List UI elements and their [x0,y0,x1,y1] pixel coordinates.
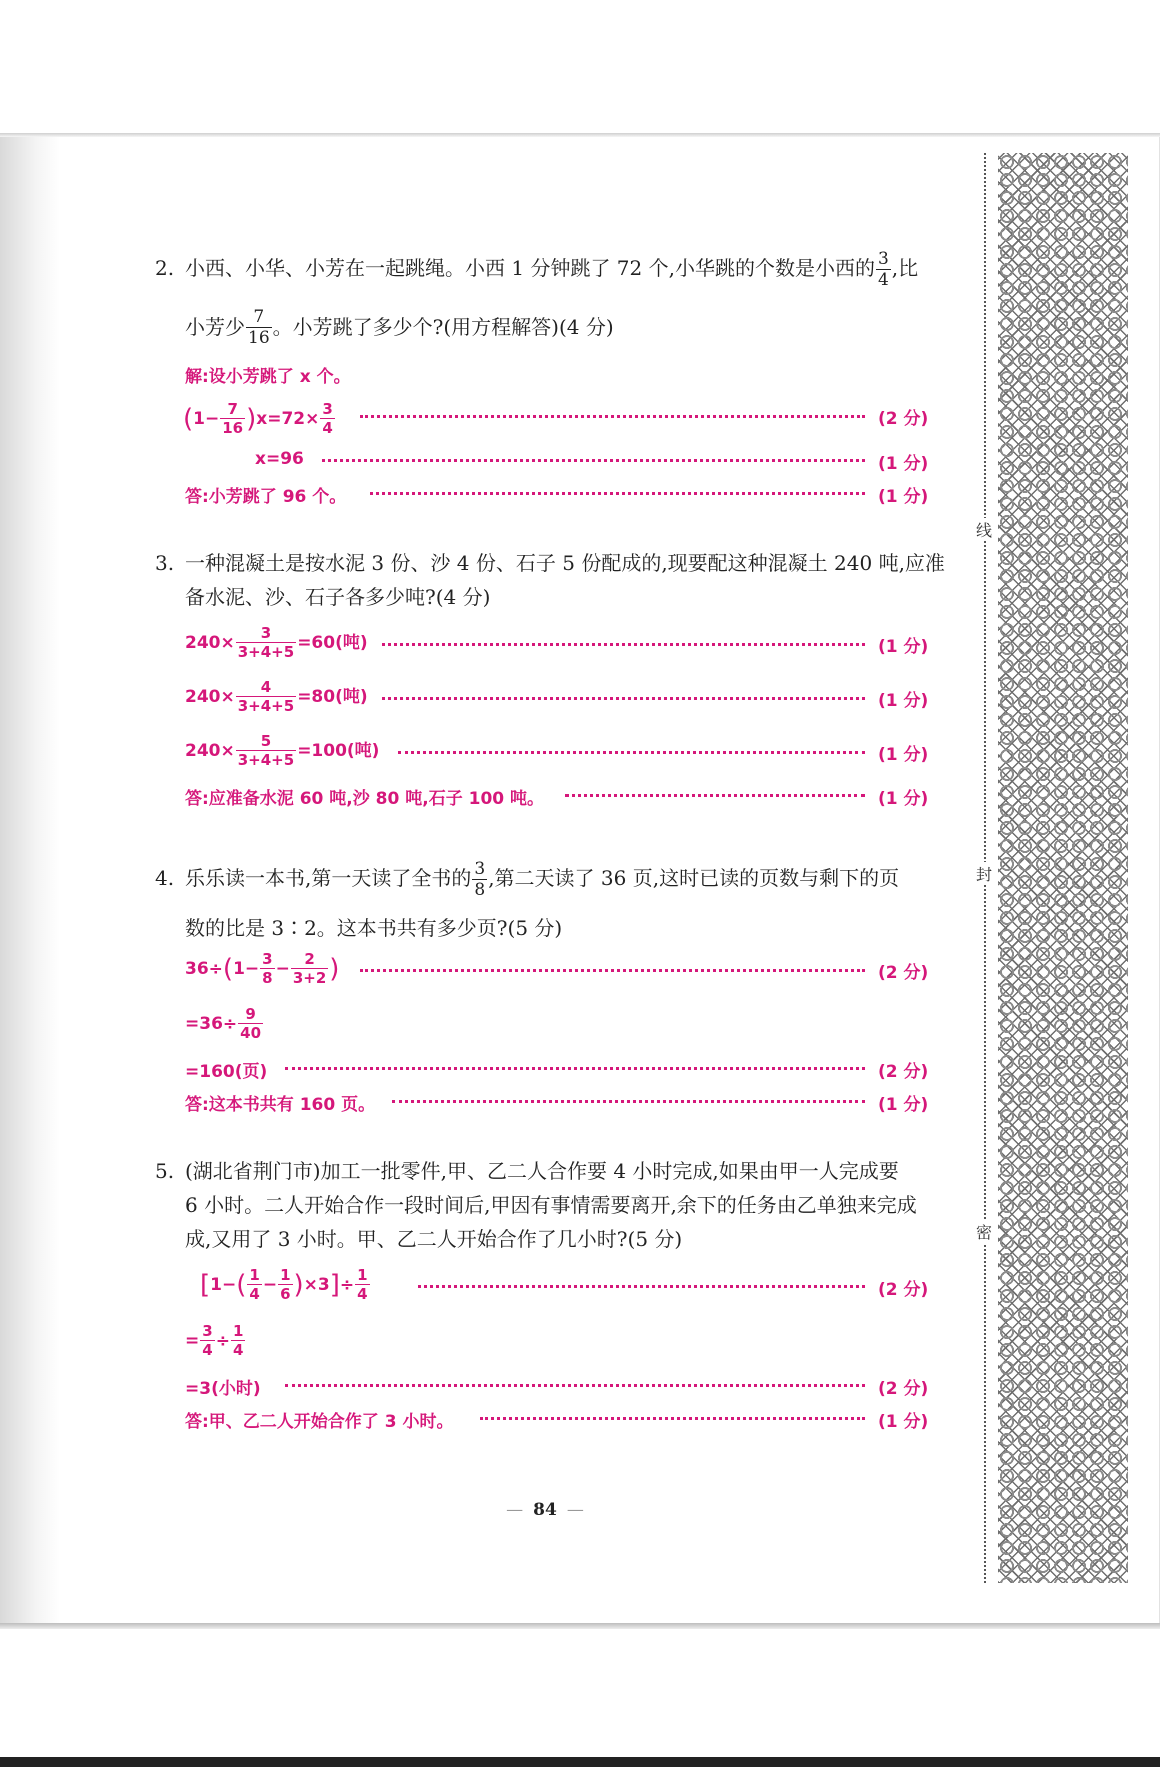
question-text: 6 小时。二人开始合作一段时间后,甲因有事情需要离开,余下的任务由乙单独来完成 [185,1193,917,1217]
score: (1 分) [878,691,929,711]
fraction: $\frac{7}{16}$ [248,307,270,348]
question-number: 4. [155,866,175,890]
question-3 [155,546,975,614]
dotted-leader [392,1100,865,1103]
question-number: 5. [155,1159,175,1183]
solution-step: =160(页) [185,1062,268,1082]
dotted-leader [360,415,865,418]
side-mark-mi: 密 [972,1220,996,1243]
score: (1 分) [878,1412,929,1432]
binding-decorative-pattern [998,153,1128,1583]
question-text: 。小芳跳了多少个?(用方程解答)(4 分) [272,314,614,339]
fraction: $\frac{3}{8}$ [474,858,486,900]
question-5 [155,1154,975,1256]
dotted-leader [370,492,865,495]
answer-line: 答:这本书共有 160 页。 [185,1095,376,1115]
score: (2 分) [878,963,929,983]
dotted-leader [382,643,865,646]
solution-step: [1−( $\frac{1}{4}$ − $\frac{1}{6}$ )×3]÷ $\frac{1}{4}$ [200,1266,368,1303]
question-number: 3. [155,551,175,575]
screen-bottom-bar [0,1757,1160,1767]
score: (2 分) [878,1280,929,1300]
answer-line: 答:应准备水泥 60 吨,沙 80 吨,石子 100 吨。 [185,789,545,809]
page-number: — 84 — [506,1500,584,1520]
dotted-leader [480,1417,865,1420]
dotted-leader [382,697,865,700]
question-text: 小芳少 [185,314,245,339]
solution-step: =3(小时) [185,1379,261,1399]
question-4 [155,858,975,945]
page-shadow [0,135,60,1625]
solution-step: 240× $\frac{4}{3+4+5}$ =80(吨) [185,678,368,715]
dotted-leader [285,1384,865,1387]
side-mark-feng: 封 [972,862,996,885]
solution-step: 36÷(1− $\frac{3}{8}$ − $\frac{2}{3+2}$ ) [185,950,340,987]
score: (1 分) [878,1095,929,1115]
page-bottom-edge [0,1623,1160,1629]
side-mark-xian: 线 [972,518,996,541]
question-text: 一种混凝土是按水泥 3 份、沙 4 份、石子 5 份配成的,现要配这种混凝土 240 吨,应准 [185,551,945,575]
score: (1 分) [878,637,929,657]
solution-step: 240× $\frac{3}{3+4+5}$ =60(吨) [185,624,368,661]
question-number: 2. [155,256,175,280]
question-text: 成,又用了 3 小时。甲、乙二人开始合作了几小时?(5 分) [185,1227,683,1251]
question-text: ,第二天读了 36 页,这时已读的页数与剩下的页 [488,866,900,890]
score: (2 分) [878,1379,929,1399]
question-text: (湖北省荆门市)加工一批零件,甲、乙二人合作要 4 小时完成,如果由甲一人完成要 [185,1159,899,1183]
question-text: 数的比是 3∶2。这本书共有多少页?(5 分) [185,915,563,940]
solution-step: x=96 [255,449,304,469]
dotted-leader [360,969,865,972]
score: (2 分) [878,1062,929,1082]
dotted-leader [322,459,865,462]
dotted-leader [285,1067,865,1070]
solution-step: (1− $\frac{7}{16}$ )x=72× $\frac{3}{4}$ [183,400,333,437]
solution-step: 240× $\frac{5}{3+4+5}$ =100(吨) [185,732,380,769]
question-text: 乐乐读一本书,第一天读了全书的 [185,866,472,890]
dotted-leader [418,1285,865,1288]
fraction: $\frac{3}{4}$ [877,248,889,290]
answer-line: 答:甲、乙二人开始合作了 3 小时。 [185,1412,454,1432]
score: (1 分) [878,454,929,474]
score: (2 分) [878,409,929,429]
score: (1 分) [878,745,929,765]
score: (1 分) [878,789,929,809]
solution-step: =36÷ $\frac{9}{40}$ [185,1005,262,1042]
question-text: 小西、小华、小芳在一起跳绳。小西 1 分钟跳了 72 个,小华跳的个数是小西的 [185,256,875,280]
page-top-edge [0,133,1160,137]
question-text: ,比 [891,256,919,280]
solution-step: = $\frac{3}{4}$ ÷ $\frac{1}{4}$ [185,1322,244,1359]
answer-line: 答:小芳跳了 96 个。 [185,487,347,507]
dotted-leader [398,751,865,754]
solution-intro: 解:设小芳跳了 x 个。 [185,367,351,387]
dotted-leader [565,794,865,797]
score: (1 分) [878,487,929,507]
question-text: 备水泥、沙、石子各多少吨?(4 分) [185,585,491,609]
question-2 [155,248,975,347]
top-margin [0,0,1160,135]
